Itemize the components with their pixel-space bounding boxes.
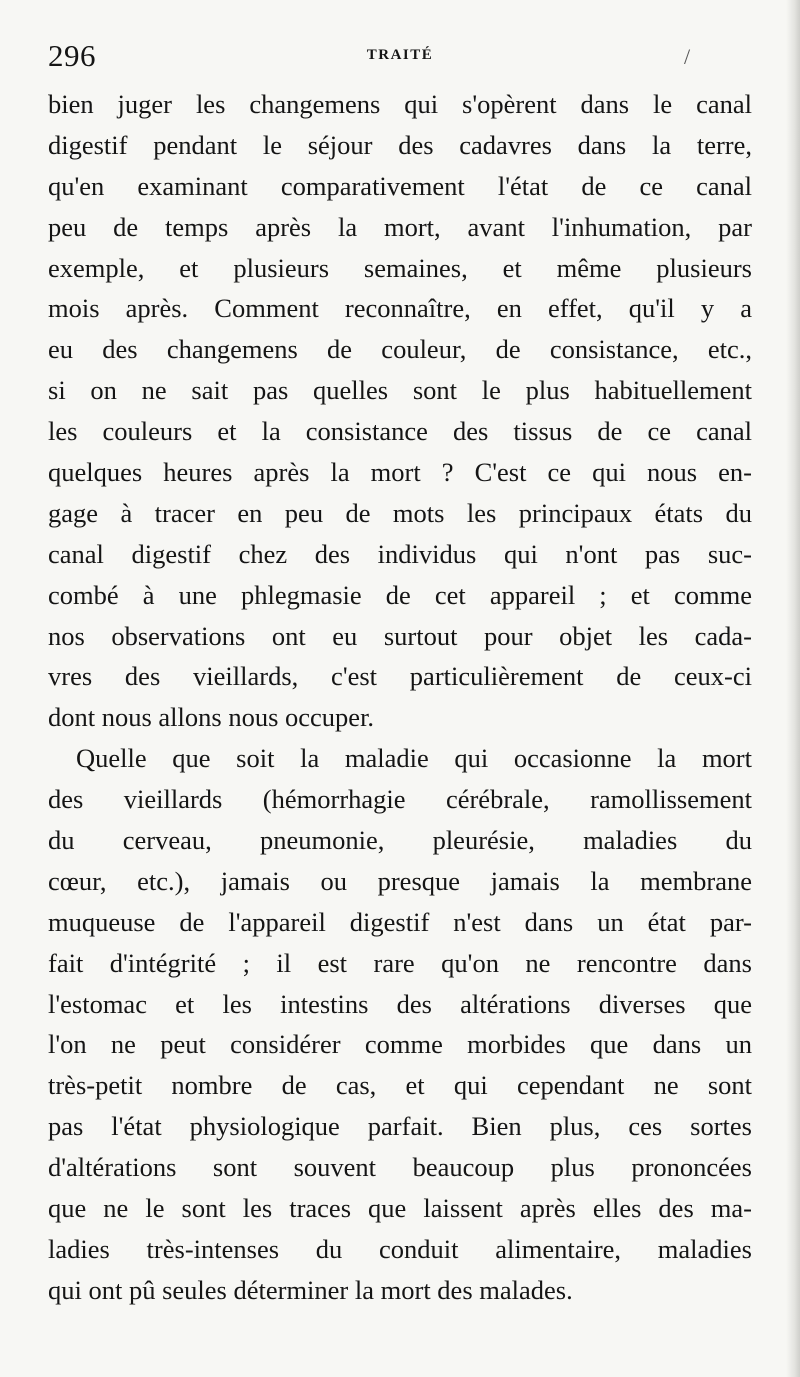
paragraph-1: [48, 84, 752, 738]
text-line: canal digestif chez des individus qui n'ont pas suc-: [48, 538, 752, 569]
text-line: l'estomac et les intestins des altérations diverses que: [48, 988, 752, 1019]
text-line: eu des changemens de couleur, de consistance, etc.,: [48, 334, 752, 365]
text-line: cœur, etc.), jamais ou presque jamais la membrane: [48, 865, 752, 896]
running-head: [48, 38, 752, 78]
page-edge-shadow: [786, 0, 800, 1377]
text-line: pas l'état physiologique parfait. Bien plus, ces sortes: [48, 1111, 752, 1142]
text-line: les couleurs et la consistance des tissus de ce canal: [48, 416, 752, 447]
text-line: du cerveau, pneumonie, pleurésie, maladies du: [48, 825, 752, 856]
margin-mark: /: [684, 44, 691, 69]
text-line: muqueuse de l'appareil digestif n'est dans un état par-: [48, 906, 752, 937]
text-line: qu'en examinant comparativement l'état de ce canal: [48, 170, 752, 201]
text-line: quelques heures après la mort ? C'est ce qui nous en-: [48, 457, 752, 488]
text-line: si on ne sait pas quelles sont le plus habituellement: [48, 375, 752, 406]
text-line: digestif pendant le séjour des cadavres dans la terre,: [48, 129, 752, 160]
page-number: 296: [48, 38, 96, 73]
text-line: fait d'intégrité ; il est rare qu'on ne rencontre dans: [48, 947, 752, 978]
text-line: peu de temps après la mort, avant l'inhumation, par: [48, 211, 752, 242]
text-line: très-petit nombre de cas, et qui cependant ne sont: [48, 1070, 752, 1101]
text-line: gage à tracer en peu de mots les principaux états du: [48, 497, 752, 528]
text-line: ladies très-intenses du conduit alimentaire, maladies: [48, 1233, 752, 1264]
text-line: exemple, et plusieurs semaines, et même plusieurs: [48, 252, 752, 283]
text-line: dont nous allons nous occuper.: [48, 702, 375, 733]
text-line: que ne le sont les traces que laissent après elles des ma-: [48, 1193, 752, 1224]
text-line: qui ont pû seules déterminer la mort des malades.: [48, 1274, 573, 1305]
body-text: [48, 84, 752, 1311]
running-title: TRAITÉ: [366, 47, 434, 63]
text-line: mois après. Comment reconnaître, en effet, qu'il y a: [48, 293, 752, 324]
text-line: des vieillards (hémorrhagie cérébrale, ramollissement: [48, 784, 752, 815]
text-line: Quelle que soit la maladie qui occasionne la mort: [76, 743, 752, 774]
text-line: nos observations ont eu surtout pour objet les cada-: [48, 620, 752, 651]
text-line: combé à une phlegmasie de cet appareil ; et comme: [48, 579, 752, 610]
text-line: l'on ne peut considérer comme morbides que dans un: [48, 1029, 752, 1060]
text-line: bien juger les changemens qui s'opèrent dans le canal: [48, 89, 752, 119]
text-line: d'altérations sont souvent beaucoup plus prononcées: [48, 1152, 752, 1183]
paragraph-2: [48, 738, 752, 1310]
text-line: vres des vieillards, c'est particulièrement de ceux-ci: [48, 661, 752, 692]
